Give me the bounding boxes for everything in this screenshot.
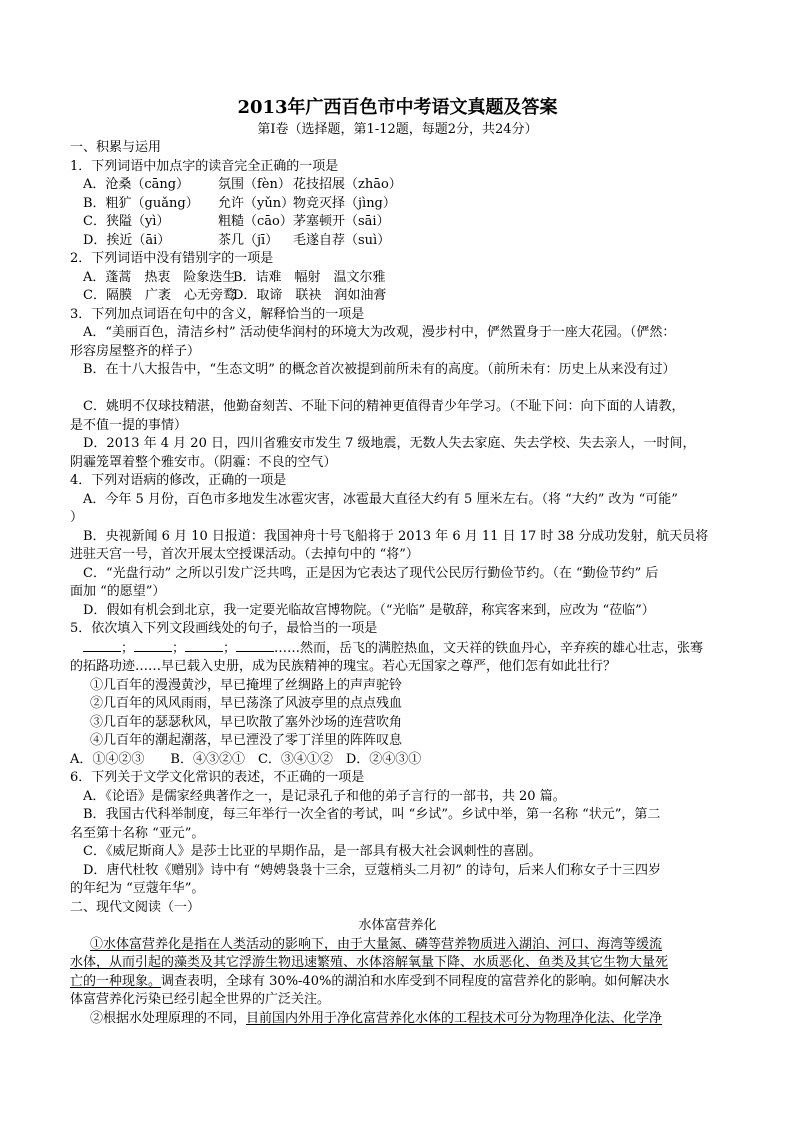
question-1-option-b	[70, 195, 725, 214]
question-4-option-a-cont: ）	[70, 510, 84, 525]
question-5-item-2: ②几百年的风风雨雨，早已荡涤了风波亭里的点点残血	[90, 696, 403, 711]
option-cell: 茶几（jī）	[218, 232, 279, 248]
question-3-stem: 3．下列加点词语在句中的含义，解释恰当的一项是	[70, 306, 365, 322]
fill-blank	[236, 639, 274, 652]
question-2-options-cd	[70, 287, 725, 306]
question-6-option-d: D．唐代杜牧《赠别》诗中有 “娉娉袅袅十三余，豆蔻梢头二月初” 的诗句，后来人们称女子十三四岁	[83, 862, 661, 878]
fill-blank	[134, 639, 172, 652]
question-3-option-a: A．“美丽百色，清洁乡村” 活动使华润村的环境大为改观，漫步村中，俨然置身于一座大花园。（俨然：	[83, 325, 676, 340]
question-5-item-1: ①几百年的漫漫黄沙，早已掩埋了丝绸路上的声声驼铃	[90, 677, 403, 693]
option-cell: 氛围（fèn）	[218, 177, 291, 192]
underlined-text: 亡的一种现象。	[70, 973, 162, 989]
article-paragraph-2-line-1	[70, 1010, 725, 1029]
article-text: 调查表明，全球有 30%-40%的湖泊和水库受到不同程度的富营养化的影响。如何解决水	[161, 973, 670, 989]
question-6-option-b-cont: 名至第十名称 “亚元”。	[70, 825, 205, 841]
question-5-item-3: ③几百年的瑟瑟秋风，早已吹散了塞外沙场的连营吹角	[90, 714, 403, 730]
question-4-option-c-cont: 面加 “的愿望”）	[70, 584, 166, 599]
question-3-option-a-cont: 形容房屋整齐的样子）	[70, 343, 201, 359]
question-5-options: A．①④②③ B．④③②① C．③④①② D．②④③①	[70, 751, 422, 767]
fill-blank	[83, 639, 121, 652]
question-3-option-c: C．姚明不仅球技精湛，他勤奋刻苦、不耻下问的精神更值得青少年学习。（不耻下问：向下面的人请教，	[83, 399, 685, 414]
option-cell: B．粗犷（guǎng）	[83, 195, 199, 211]
article-paragraph-1-line-2: 水体，从而引起的藻类及其它浮游生物迅速繁殖、水体溶解氧量下降、水质恶化、鱼类及其它生物大量死	[70, 955, 669, 970]
question-5-passage-line-2: 的拓路功迹……早已载入史册，成为民族精神的瑰宝。若心无国家之尊严，他们怎有如此壮行？	[70, 659, 617, 674]
question-3-option-d-cont: 阴霾笼罩着整个雅安市。（阴霾：不良的空气）	[70, 454, 337, 470]
question-2-options-ab	[70, 269, 725, 288]
passage-text: ……然而，岳飞的满腔热血，文天祥的铁血丹心，辛弃疾的雄心壮志，张骞	[274, 640, 704, 656]
option-cell: D．取谛 联袂 润如油膏	[233, 288, 387, 303]
option-cell: C．狭隘（yì）	[83, 214, 170, 229]
article-title: 水体富营养化	[358, 918, 437, 933]
question-5-passage-line-1: ； ； ； ……然而，岳飞的满腔热血，文天祥的铁血丹心，辛弃疾的雄心壮志，张骞	[70, 639, 725, 659]
question-3-option-d: D．2013 年 4 月 20 日，四川省雅安市发生 7 级地震，无数人失去家庭、失去学校、失去亲人，一时间，	[83, 436, 696, 451]
section-heading-1: 一、积累与运用	[70, 140, 162, 155]
option-cell: A．蓬蒿 热衷 险象迭生	[83, 269, 236, 285]
question-6-option-d-cont: 的年纪为 “豆蔻年华”。	[70, 881, 205, 896]
page-subtitle: 第Ⅰ卷（选择题，第1-12题，每题2分，共24分）	[257, 122, 538, 137]
question-1-option-c	[70, 213, 725, 232]
article-text: ②根据水处理原理的不同，	[90, 1010, 247, 1026]
question-4-option-c: C．“光盘行动” 之所以引发广泛共鸣，正是因为它表达了现代公民厉行勤俭节约。（在 “勤俭节约” 后	[83, 565, 659, 581]
question-4-option-b: B．央视新闻 6 月 10 日报道：我国神舟十号飞船将于 2013 年 6 月 11 日 17 时 38 分成功发射，航天员将	[83, 528, 709, 544]
article-paragraph-1-line-3	[70, 973, 725, 992]
exam-page	[70, 96, 725, 1028]
question-4-option-b-cont: 进驻天宫一号，首次开展太空授课活动。（去掉句中的 “将”）	[70, 547, 419, 562]
page-title: 2013年广西百色市中考语文真题及答案	[237, 97, 558, 118]
question-3-option-c-cont: 是不值一提的事情）	[70, 417, 188, 433]
option-cell: 毛遂自荐（suì）	[293, 232, 391, 248]
underlined-text: 目前国内外用于净化富营养化水体的工程技术可分为物理净化法、化学净	[246, 1010, 663, 1026]
article-paragraph-1-line-1: ①水体富营养化是指在人类活动的影响下，由于大量氮、磷等营养物质进入湖泊、河口、海湾等缓流	[90, 936, 663, 952]
question-1-option-a	[70, 176, 725, 195]
question-1-stem: 1．下列词语中加点字的读音完全正确的一项是	[70, 158, 339, 174]
question-6-option-c: C．《威尼斯商人》是莎士比亚的早期作品，是一部具有极大社会讽刺性的喜剧。	[83, 844, 542, 859]
article-paragraph-1-line-4: 体富营养化污染已经引起全世界的广泛关注。	[70, 992, 331, 1007]
option-cell: A．沧桑（cāng）	[83, 177, 190, 192]
question-5-stem: 5．依次填入下列文段画线处的句子，最恰当的一项是	[70, 621, 378, 636]
option-cell: B．诘难 幅射 温文尔雅	[233, 269, 386, 285]
option-cell: 茅塞顿开（sāi）	[293, 214, 390, 229]
question-3-option-b: B．在十八大报告中，“生态文明” 的概念首次被提到前所未有的高度。（前所未有：历史上从来没有过）	[83, 362, 676, 377]
blank-line	[70, 380, 725, 399]
option-cell: 花技招展（zhāo）	[293, 177, 402, 192]
question-2-stem: 2．下列词语中没有错别字的一项是	[70, 251, 274, 266]
section-heading-2: 二、现代文阅读（一）	[70, 899, 201, 915]
question-4-option-d: D．假如有机会到北京，我一定要光临故宫博物院。（“光临” 是敬辞，称宾客来到，应改为 “莅临”）	[83, 602, 655, 618]
option-cell: C．隔膜 广袤 心无旁鹜	[83, 288, 236, 303]
question-6-option-a: A．《论语》是儒家经典著作之一，是记录孔子和他的弟子言行的一部书，共 20 篇。	[83, 788, 566, 804]
question-6-stem: 6．下列关于文学文化常识的表述，不正确的一项是	[70, 770, 365, 785]
option-cell: 粗糙（cāo）	[218, 214, 293, 229]
option-cell: D．挨近（āi）	[83, 232, 171, 248]
question-4-option-a: A．今年 5 月份，百色市多地发生冰雹灾害，冰雹最大直径大约有 5 厘米左右。（将 “大约” 改为 “可能”	[83, 491, 678, 507]
question-4-stem: 4．下列对语病的修改，正确的一项是	[70, 473, 287, 488]
fill-blank	[185, 639, 223, 652]
question-5-item-4: ④几百年的潮起潮落，早已湮没了零丁洋里的阵阵叹息	[90, 733, 403, 748]
question-6-option-b: B．我国古代科举制度，每三年举行一次全省的考试，叫 “乡试”。乡试中举，第一名称 “状元”，第二	[83, 807, 661, 822]
option-cell: 允许（yǔn）	[218, 195, 295, 211]
option-cell: 物竞灭择（jìng）	[293, 195, 396, 211]
question-1-option-d	[70, 232, 725, 251]
